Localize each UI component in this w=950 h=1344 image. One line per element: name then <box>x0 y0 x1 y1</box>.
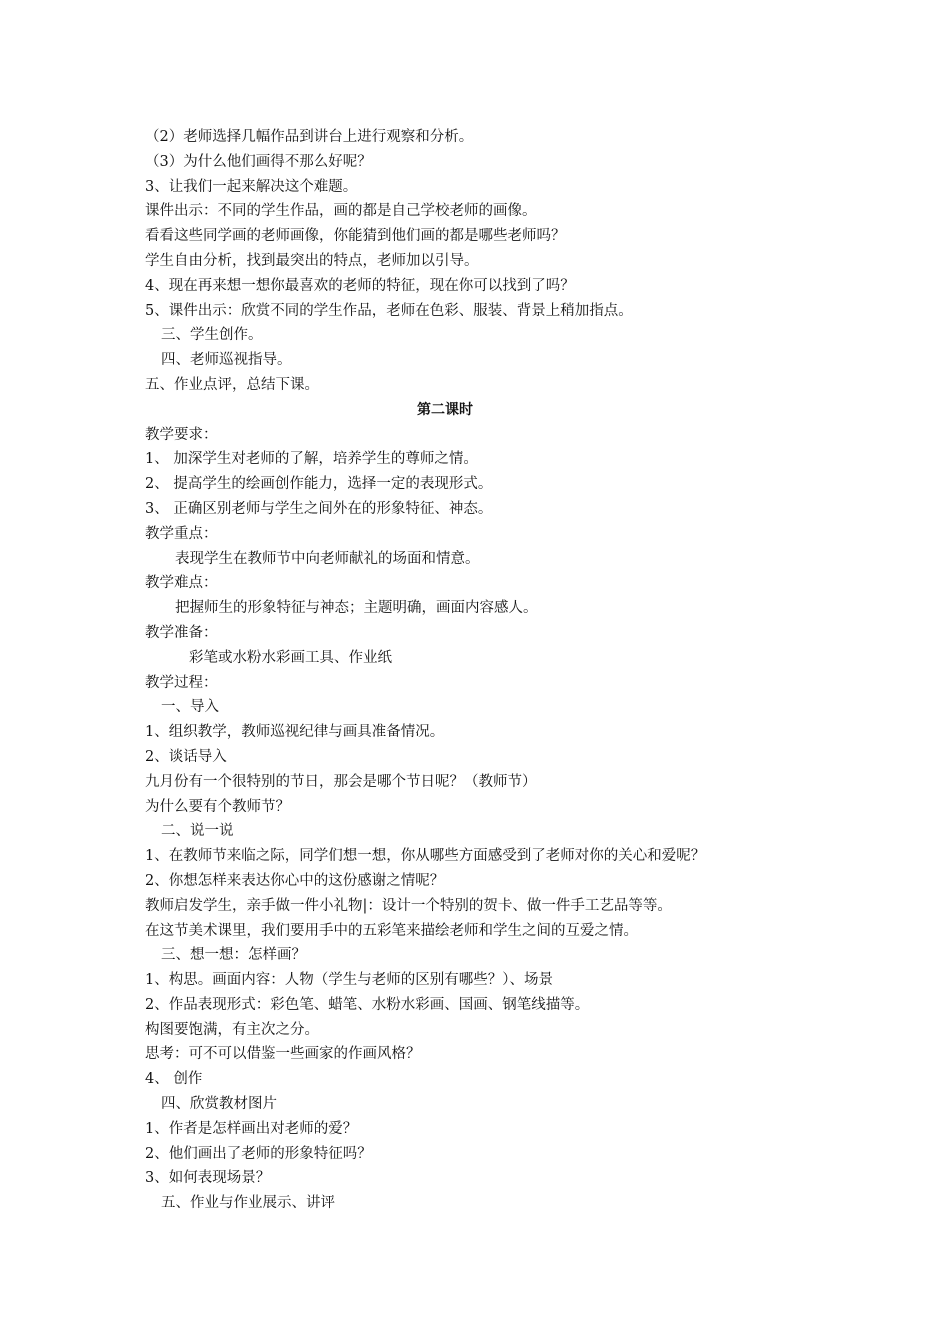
text-line: 在这节美术课里，我们要用手中的五彩笔来描绘老师和学生之间的互爱之情。 <box>145 922 638 939</box>
section-heading: 五、作业点评，总结下课。 <box>145 376 319 393</box>
text-line: 九月份有一个很特别的节日，那会是哪个节日呢？（教师节） <box>145 773 537 790</box>
text-line: 2、作品表现形式：彩色笔、蜡笔、水粉水彩画、国画、钢笔线描等。 <box>145 996 590 1013</box>
subheading: 教学难点： <box>145 575 218 592</box>
text-line: 教师启发学生，亲手做一件小礼物|：设计一个特别的贺卡、做一件手工艺品等等。 <box>145 897 672 914</box>
section-heading: 一、导入 <box>161 699 219 716</box>
text-line: 1、 加深学生对老师的了解，培养学生的尊师之情。 <box>145 451 478 468</box>
text-line: 1、组织教学，教师巡视纪律与画具准备情况。 <box>145 724 445 741</box>
text-line: （3）为什么他们画得不那么好呢？ <box>145 153 372 170</box>
text-line: 4、现在再来想一想你最喜欢的老师的特征，现在你可以找到了吗？ <box>145 277 575 294</box>
text-line: 3、 正确区别老师与学生之间外在的形象特征、神态。 <box>145 500 493 517</box>
text-line: 2、你想怎样来表达你心中的这份感谢之情呢？ <box>145 872 445 889</box>
text-line: 1、在教师节来临之际，同学们想一想，你从哪些方面感受到了老师对你的关心和爱呢？ <box>145 848 706 865</box>
text-line: 3、让我们一起来解决这个难题。 <box>145 178 358 195</box>
section-heading: 四、老师巡视指导。 <box>161 352 292 369</box>
text-line: 4、 创作 <box>145 1071 203 1088</box>
text-line: 2、谈话导入 <box>145 748 227 765</box>
text-line: 把握师生的形象特征与神态；主题明确，画面内容感人。 <box>175 600 538 617</box>
subheading: 教学准备： <box>145 624 218 641</box>
text-line: 5、课件出示：欣赏不同的学生作品，老师在色彩、服装、背景上稍加指点。 <box>145 302 633 319</box>
text-line: 学生自由分析，找到最突出的特点，老师加以引导。 <box>145 252 479 269</box>
text-line: 表现学生在教师节中向老师献礼的场面和情意。 <box>175 550 480 567</box>
text-line: （2）老师选择几幅作品到讲台上进行观察和分析。 <box>145 129 474 145</box>
section-heading: 二、说一说 <box>161 823 234 840</box>
section-heading: 三、想一想：怎样画？ <box>161 947 306 964</box>
text-line: 思考：可不可以借鉴一些画家的作画风格？ <box>145 1046 421 1063</box>
text-line: 3、如何表现场景？ <box>145 1170 271 1187</box>
lesson-title: 第二课时 <box>417 401 473 418</box>
document-page <box>145 125 825 1216</box>
subheading: 教学要求： <box>145 426 218 443</box>
subheading: 教学过程： <box>145 674 218 691</box>
text-line: 2、他们画出了老师的形象特征吗？ <box>145 1145 372 1162</box>
section-heading: 五、作业与作业展示、讲评 <box>161 1195 335 1212</box>
section-heading: 四、欣赏教材图片 <box>161 1096 277 1113</box>
text-line: 1、构思。画面内容：人物（学生与老师的区别有哪些？）、场景 <box>145 972 553 989</box>
text-line: 为什么要有个教师节？ <box>145 798 290 815</box>
section-heading: 三、学生创作。 <box>161 327 263 344</box>
text-line: 构图要饱满，有主次之分。 <box>145 1021 319 1038</box>
text-line: 彩笔或水粉水彩画工具、作业纸 <box>189 649 392 666</box>
text-line: 1、作者是怎样画出对老师的爱？ <box>145 1120 358 1137</box>
text-line: 看看这些同学画的老师画像，你能猜到他们画的都是哪些老师吗？ <box>145 228 566 245</box>
text-line: 课件出示：不同的学生作品，画的都是自己学校老师的画像。 <box>145 203 537 220</box>
subheading: 教学重点： <box>145 525 218 542</box>
text-line: 2、 提高学生的绘画创作能力，选择一定的表现形式。 <box>145 476 493 493</box>
